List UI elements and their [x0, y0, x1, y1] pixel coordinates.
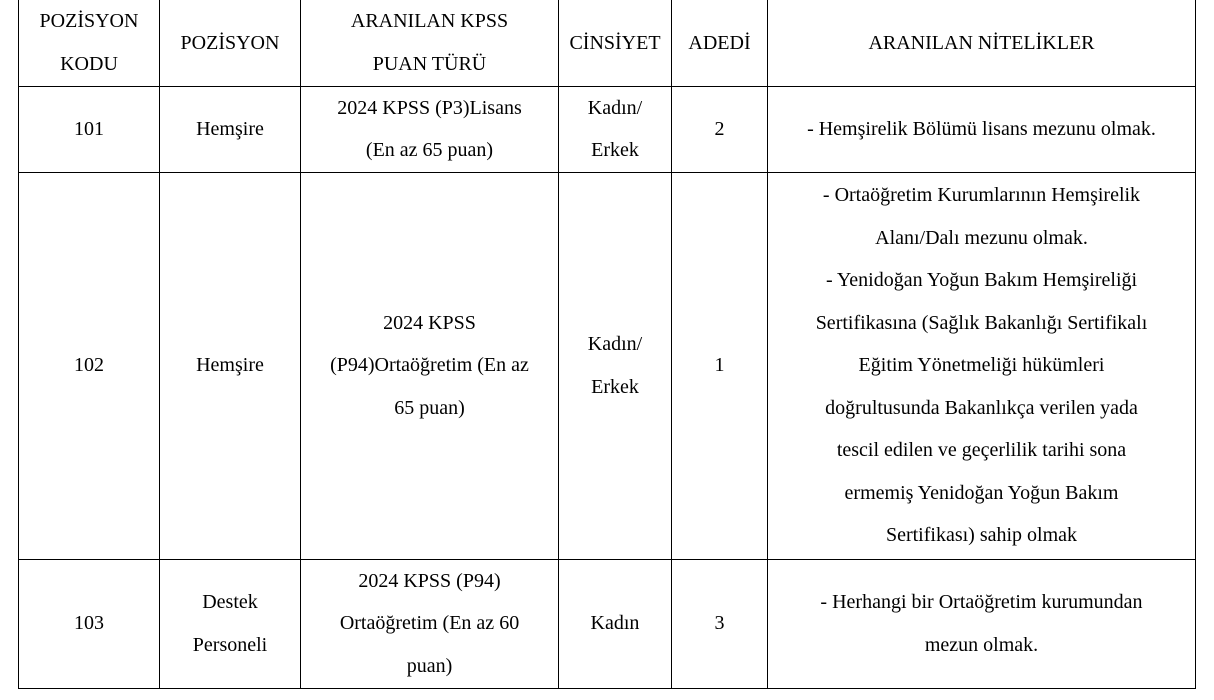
- header-count-label: ADEDİ: [688, 31, 751, 54]
- position-name-cell: [160, 559, 301, 688]
- header-count: [672, 0, 768, 86]
- table-row: [19, 172, 1196, 559]
- position-name-cell-line: Personeli: [192, 633, 268, 656]
- kpss-score-cell-line: 2024 KPSS: [383, 311, 476, 334]
- count-cell-line: 3: [714, 612, 725, 635]
- requirements-cell-line: Sertifikasına (Sağlık Bakanlığı Sertifikalı: [815, 311, 1148, 334]
- requirements-cell-line: Eğitim Yönetmeliği hükümleri: [858, 354, 1105, 377]
- header-kpss-score-type: [301, 0, 559, 86]
- header-gender: [559, 0, 672, 86]
- requirements-cell-line: doğrultusunda Bakanlıkça verilen yada: [825, 396, 1138, 419]
- table-body: [19, 86, 1196, 688]
- position-code-cell-line: 102: [74, 354, 104, 377]
- gender-cell-line: Kadın: [590, 612, 640, 635]
- count-cell-line: 2: [714, 117, 725, 140]
- kpss-score-cell-line: (En az 65 puan): [365, 139, 494, 161]
- positions-table: [18, 0, 1196, 689]
- requirements-cell-line: - Yenidoğan Yoğun Bakım Hemşireliği: [825, 269, 1138, 292]
- gender-cell: [559, 172, 672, 559]
- table-row: [19, 86, 1196, 172]
- header-position-label: POZİSYON: [180, 31, 280, 54]
- position-name-cell-line: Hemşire: [196, 117, 264, 140]
- count-cell: [672, 86, 768, 172]
- gender-cell-line: Erkek: [591, 375, 639, 398]
- kpss-score-cell: [301, 86, 559, 172]
- header-requirements: [768, 0, 1196, 86]
- gender-cell: [559, 559, 672, 688]
- requirements-cell-line: - Ortaöğretim Kurumlarının Hemşirelik: [822, 184, 1141, 207]
- position-name-cell-line: Hemşire: [196, 354, 264, 377]
- kpss-score-cell: [301, 559, 559, 688]
- requirements-cell-line: ermemiş Yenidoğan Yoğun Bakım: [844, 481, 1119, 504]
- kpss-score-cell-line: 2024 KPSS (P3)Lisans: [337, 96, 522, 119]
- position-code-cell-line: 101: [74, 117, 104, 140]
- header-requirements-label: ARANILAN NİTELİKLER: [868, 31, 1095, 54]
- requirements-cell-line: Alanı/Dalı mezunu olmak.: [875, 226, 1088, 249]
- count-cell: [672, 559, 768, 688]
- requirements-cell-line: Sertifikası) sahip olmak: [885, 524, 1078, 547]
- gender-cell-line: Kadın/: [587, 96, 643, 119]
- position-code-cell-line: 103: [74, 612, 104, 635]
- position-name-cell-line: Destek: [202, 591, 258, 613]
- requirements-cell: [768, 559, 1196, 688]
- kpss-score-cell-line: (P94)Ortaöğretim (En az: [330, 354, 529, 377]
- position-name-cell: [160, 172, 301, 559]
- kpss-score-cell-line: puan): [406, 654, 453, 677]
- header-position-code-line: KODU: [60, 52, 118, 75]
- requirements-cell: [768, 86, 1196, 172]
- header-gender-label: CİNSİYET: [569, 31, 661, 54]
- gender-cell-line: Kadın/: [587, 333, 643, 355]
- gender-cell: [559, 86, 672, 172]
- table-row: [19, 559, 1196, 688]
- header-position-code-line: POZİSYON: [39, 10, 139, 33]
- requirements-cell: [768, 172, 1196, 559]
- position-code-cell: [19, 172, 160, 559]
- kpss-score-cell-line: Ortaöğretim (En az 60: [339, 612, 520, 635]
- requirements-cell-line: - Hemşirelik Bölümü lisans mezunu olmak.: [807, 117, 1156, 140]
- position-code-cell: [19, 559, 160, 688]
- kpss-score-cell-line: 65 puan): [394, 396, 465, 419]
- table-header-row: [19, 0, 1196, 86]
- kpss-score-cell: [301, 172, 559, 559]
- position-code-cell: [19, 86, 160, 172]
- count-cell: [672, 172, 768, 559]
- requirements-cell-line: mezun olmak.: [924, 633, 1039, 656]
- requirements-cell-line: tescil edilen ve geçerlilik tarihi sona: [836, 439, 1127, 462]
- kpss-score-cell-line: 2024 KPSS (P94): [358, 569, 501, 592]
- gender-cell-line: Erkek: [591, 139, 639, 161]
- header-kpss-line: PUAN TÜRÜ: [372, 52, 487, 75]
- count-cell-line: 1: [714, 354, 725, 377]
- position-name-cell: [160, 86, 301, 172]
- header-kpss-line: ARANILAN KPSS: [350, 10, 509, 33]
- header-position: [160, 0, 301, 86]
- header-position-code: [19, 0, 160, 86]
- requirements-cell-line: - Herhangi bir Ortaöğretim kurumundan: [820, 591, 1143, 613]
